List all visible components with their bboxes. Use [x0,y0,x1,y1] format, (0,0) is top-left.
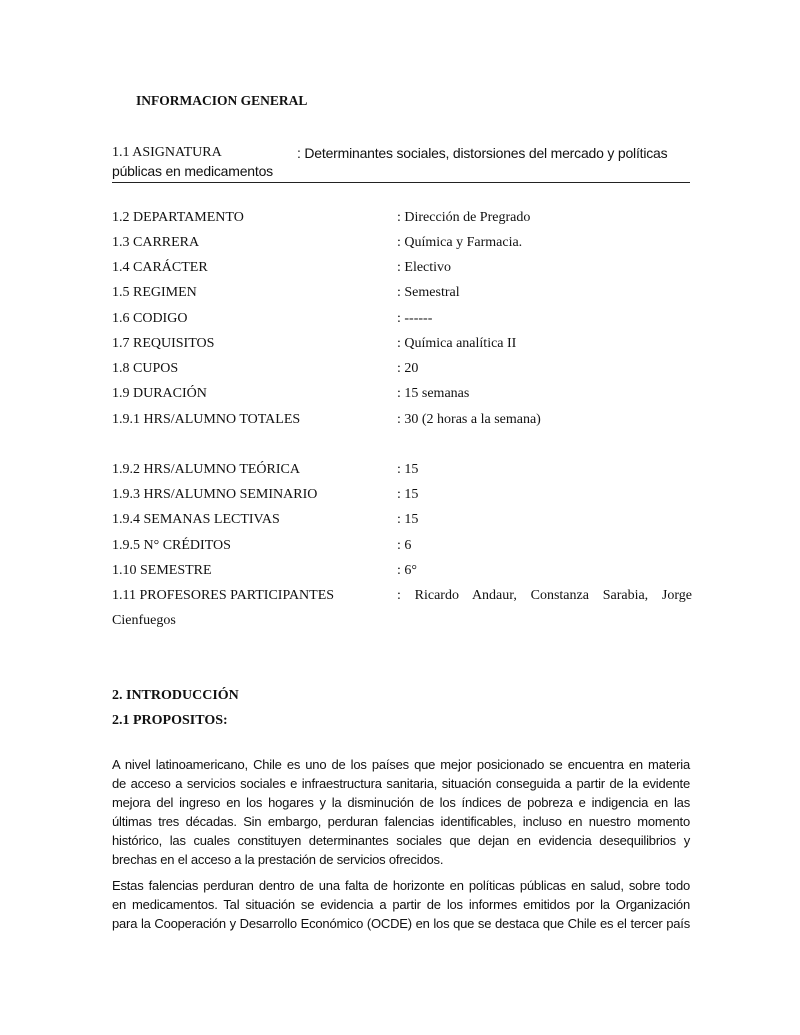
field-label: 1.2 DEPARTAMENTO [112,210,244,225]
field-value: : Semestral [397,285,460,300]
field-value-cont: Cienfuegos [112,613,176,628]
field-row [112,235,692,255]
field-value: : 20 [397,361,419,376]
asignatura-value: : Determinantes sociales, distorsiones del mercado y políticas [297,145,668,161]
field-row [112,563,692,583]
paragraph-line: en medicamentos. Tal situación se evidencia a partir de los informes emitidos por la Organización [112,897,690,912]
field-label: 1.4 CARÁCTER [112,260,208,275]
paragraph-line: para la Cooperación y Desarrollo Económico (OCDE) en los que se destaca que Chile es el tercer país [112,916,690,931]
field-row [112,210,692,230]
field-label: 1.9.3 HRS/ALUMNO SEMINARIO [112,487,318,502]
field-value: : ------ [397,311,433,326]
field-value: : 6 [397,538,412,553]
field-value: : Dirección de Pregrado [397,210,531,225]
field-row [112,311,692,331]
field-value: : Electivo [397,260,452,275]
asignatura-value-cont: públicas en medicamentos [112,163,273,179]
field-label: 1.9.2 HRS/ALUMNO TEÓRICA [112,462,300,477]
paragraph-line: Estas falencias perduran dentro de una falta de horizonte en políticas públicas en salud, sobre todo [112,878,690,893]
field-label: 1.8 CUPOS [112,361,179,376]
field-value: : 6° [397,563,417,578]
field-row [112,260,692,280]
divider [112,182,690,183]
field-value: : 15 semanas [397,386,470,401]
field-row [112,487,692,507]
field-row [112,285,692,305]
field-value: : 15 [397,512,419,527]
field-row [112,538,692,558]
field-row [112,588,692,608]
field-label: 1.7 REQUISITOS [112,336,215,351]
section-subtitle: 2.1 PROPOSITOS: [112,713,228,728]
field-value: : Química y Farmacia. [397,235,523,250]
field-label: 1.10 SEMESTRE [112,563,212,578]
paragraph-line: últimas tres décadas. Sin embargo, perduran falencias identificables, incluso en nuestro momento [112,814,690,829]
field-value: : 30 (2 horas a la semana) [397,412,541,427]
field-value: : 15 [397,462,419,477]
paragraph-line: mejora del ingreso en los hogares y la disminución de los índices de pobreza e indigencia en las [112,795,690,810]
field-row [112,512,692,532]
field-label: 1.3 CARRERA [112,235,200,250]
field-label: 1.5 REGIMEN [112,285,197,300]
field-label: 1.9 DURACIÓN [112,386,207,401]
section-title: 2. INTRODUCCIÓN [112,688,239,703]
field-label: 1.11 PROFESORES PARTICIPANTES [112,588,335,603]
asignatura-label: 1.1 ASIGNATURA [112,145,222,160]
field-label: 1.9.4 SEMANAS LECTIVAS [112,512,280,527]
field-label: 1.9.5 N° CRÉDITOS [112,538,231,553]
field-label: 1.9.1 HRS/ALUMNO TOTALES [112,412,301,427]
paragraph-line: histórico, las cuales constituyen determinantes sociales que dejan en evidencia desequilibrios y [112,833,690,848]
field-row [112,412,692,432]
section-heading: INFORMACION GENERAL [136,93,308,108]
field-value: : 15 [397,487,419,502]
field-row [112,462,692,482]
field-row [112,336,692,356]
field-value: : Química analítica II [397,336,517,351]
paragraph-line: de acceso a servicios sociales e infraestructura sanitaria, situación conseguida a partir de la evidente [112,776,690,791]
field-row [112,361,692,381]
field-label: 1.6 CODIGO [112,311,188,326]
field-row [112,386,692,406]
paragraph-line: A nivel latinoamericano, Chile es uno de los países que mejor posicionado se encuentra en materia [112,757,690,772]
field-value: : Ricardo Andaur, Constanza Sarabia, Jorge [397,588,692,603]
paragraph-line: brechas en el acceso a la prestación de servicios ofrecidos. [112,852,444,867]
